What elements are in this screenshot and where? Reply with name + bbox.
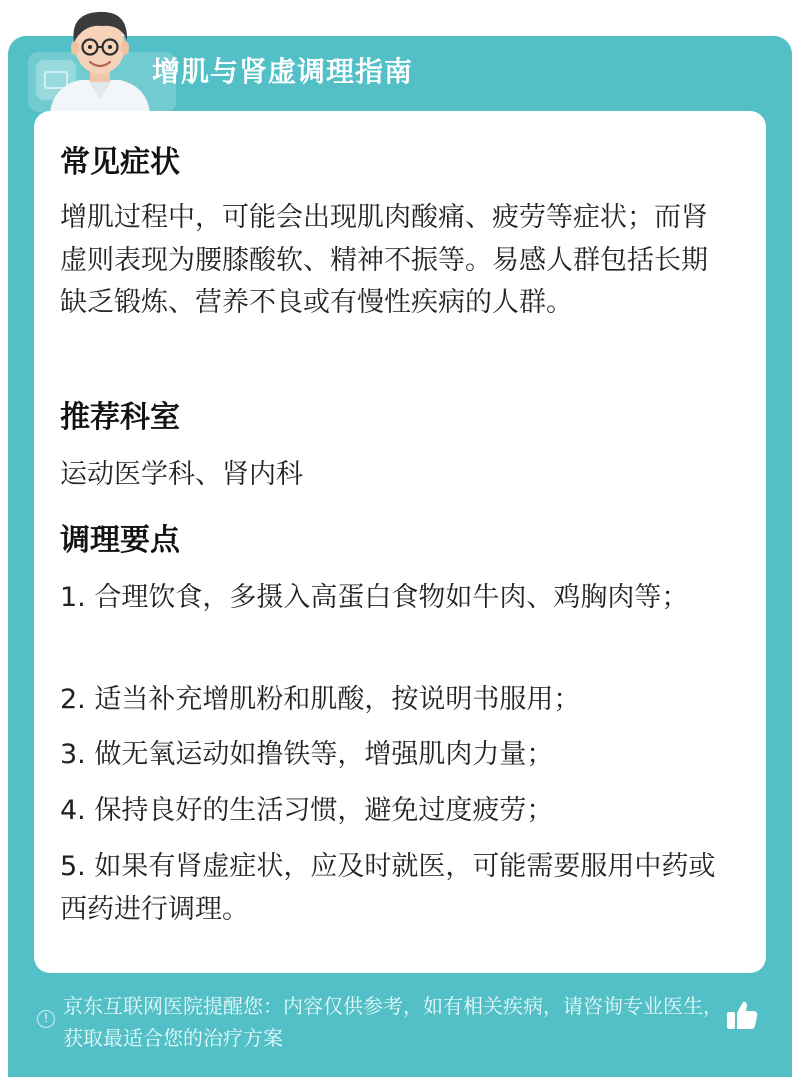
- section-heading-departments: 推荐科室: [60, 400, 180, 435]
- info-icon: !: [37, 1010, 55, 1028]
- tip-item: 4. 保持良好的生活习惯，避免过度疲劳；: [60, 795, 554, 826]
- tip-item: 3. 做无氧运动如撸铁等，增强肌肉力量；: [60, 739, 554, 770]
- symptoms-text: 增肌过程中，可能会出现肌肉酸痛、疲劳等症状；而肾虚则表现为腰膝酸软、精神不振等。易感人群包括长期缺乏锻炼、营养不良或有慢性疾病的人群。: [60, 202, 708, 318]
- tip-item: 1. 合理饮食，多摄入高蛋白食物如牛肉、鸡胸肉等；: [60, 582, 689, 613]
- departments-text: 运动医学科、肾内科: [60, 459, 303, 490]
- page-title: 增肌与肾虚调理指南: [152, 55, 414, 88]
- thumbs-up-icon[interactable]: [724, 997, 760, 1033]
- tip-item: 5. 如果有肾虚症状，应及时就医，可能需要服用中药或西药进行调理。: [60, 851, 716, 925]
- doctor-avatar: [40, 0, 160, 112]
- disclaimer-text: 京东互联网医院提醒您：内容仅供参考，如有相关疾病，请咨询专业医生，获取最适合您的治疗方案: [63, 994, 723, 1050]
- section-heading-symptoms: 常见症状: [60, 145, 180, 180]
- tip-item: 2. 适当补充增肌粉和肌酸，按说明书服用；: [60, 684, 581, 715]
- section-heading-tips: 调理要点: [60, 523, 180, 558]
